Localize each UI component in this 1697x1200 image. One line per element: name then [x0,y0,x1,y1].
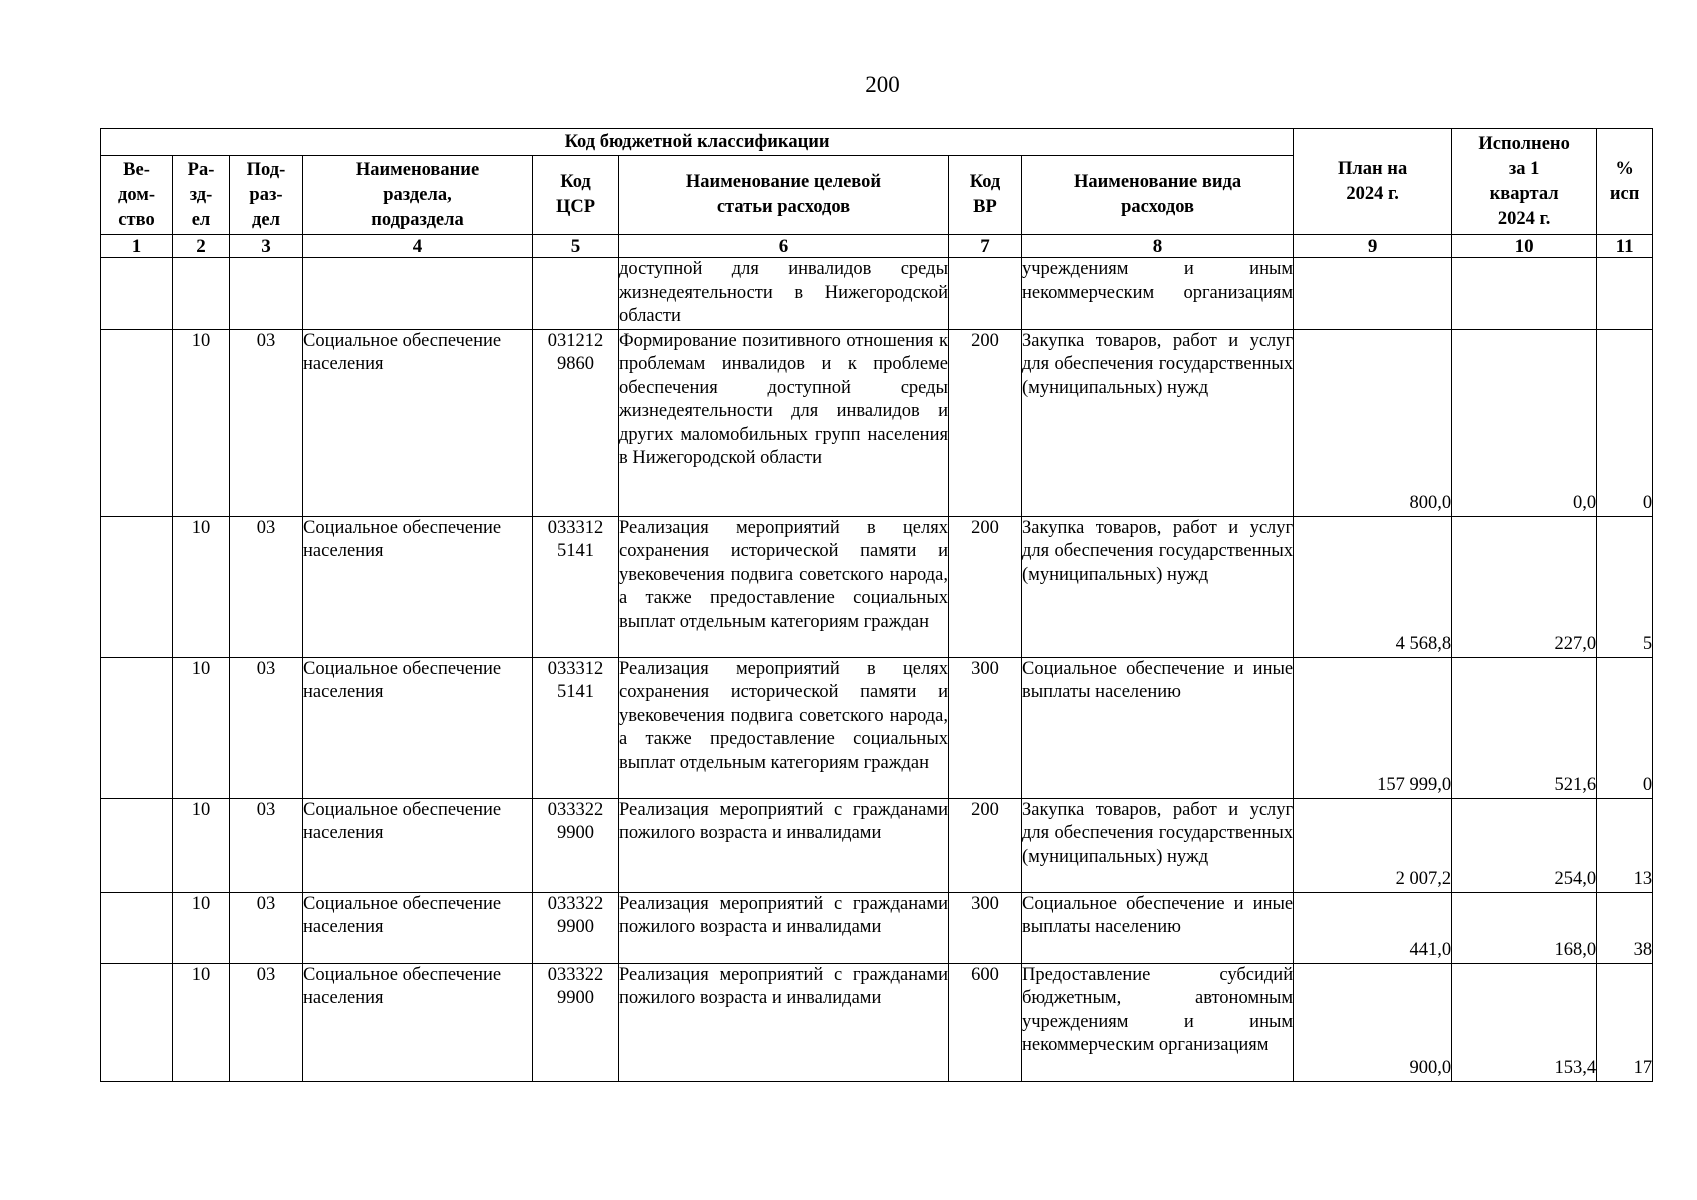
cell-plan: 800,0 [1294,329,1452,516]
col-number: 7 [949,235,1022,258]
cell-percent: 0 [1597,657,1653,798]
col-header-section-name: Наименование раздела, подраздела [303,156,533,235]
cell-razdel: 10 [173,798,230,892]
col-number: 2 [173,235,230,258]
cell-vr [949,258,1022,330]
col-number: 11 [1597,235,1653,258]
cell-podrazdel: 03 [230,329,303,516]
col-number: 8 [1022,235,1294,258]
cell-section-name: Социальное обеспечение населения [303,329,533,516]
cell-podrazdel: 03 [230,798,303,892]
cell-section-name: Социальное обеспечение населения [303,892,533,963]
cell-vr: 300 [949,657,1022,798]
cell-target-name: доступной для инвалидов среды жизнедеятельности в Нижегородской области [619,258,949,330]
cell-plan [1294,258,1452,330]
col-number: 3 [230,235,303,258]
cell-podrazdel: 03 [230,892,303,963]
col-number: 5 [533,235,619,258]
cell-csr [533,258,619,330]
cell-razdel [173,258,230,330]
cell-plan: 900,0 [1294,963,1452,1081]
col-header-vedomstvo: Ве- дом- ство [101,156,173,235]
cell-executed: 254,0 [1452,798,1597,892]
cell-executed: 521,6 [1452,657,1597,798]
cell-plan: 4 568,8 [1294,516,1452,657]
cell-section-name: Социальное обеспечение населения [303,963,533,1081]
cell-executed: 0,0 [1452,329,1597,516]
cell-expense-type: учреждениям и иным некоммерческим организациям [1022,258,1294,330]
col-header-csr: Код ЦСР [533,156,619,235]
cell-target-name: Реализация мероприятий в целях сохранения исторической памяти и увековечения подвига советского народа, а также предоставление социальных выплат отдельным категориям граждан [619,516,949,657]
cell-plan: 441,0 [1294,892,1452,963]
cell-vedomstvo [101,329,173,516]
col-header-percent: % исп [1597,129,1653,235]
cell-podrazdel [230,258,303,330]
cell-section-name [303,258,533,330]
col-header-vr: Код ВР [949,156,1022,235]
cell-expense-type: Закупка товаров, работ и услуг для обеспечения государственных (муниципальных) нужд [1022,516,1294,657]
cell-razdel: 10 [173,963,230,1081]
cell-vedomstvo [101,516,173,657]
col-header-target-name: Наименование целевой статьи расходов [619,156,949,235]
cell-vr: 200 [949,516,1022,657]
cell-expense-type: Закупка товаров, работ и услуг для обеспечения государственных (муниципальных) нужд [1022,329,1294,516]
cell-section-name: Социальное обеспечение населения [303,798,533,892]
cell-vr: 300 [949,892,1022,963]
col-header-executed: Исполнено за 1 квартал 2024 г. [1452,129,1597,235]
cell-razdel: 10 [173,657,230,798]
col-number: 6 [619,235,949,258]
cell-percent: 38 [1597,892,1653,963]
cell-plan: 2 007,2 [1294,798,1452,892]
cell-target-name: Реализация мероприятий в целях сохранения исторической памяти и увековечения подвига советского народа, а также предоставление социальных выплат отдельным категориям граждан [619,657,949,798]
cell-vr: 600 [949,963,1022,1081]
cell-vr: 200 [949,329,1022,516]
cell-executed: 227,0 [1452,516,1597,657]
cell-percent: 17 [1597,963,1653,1081]
cell-target-name: Реализация мероприятий с гражданами пожилого возраста и инвалидами [619,798,949,892]
col-header-expense-type: Наименование вида расходов [1022,156,1294,235]
cell-csr: 033312 5141 [533,516,619,657]
cell-razdel: 10 [173,516,230,657]
cell-percent [1597,258,1653,330]
cell-expense-type: Предоставление субсидий бюджетным, автономным учреждениям и иным некоммерческим организациям [1022,963,1294,1081]
col-number: 1 [101,235,173,258]
cell-vr: 200 [949,798,1022,892]
cell-vedomstvo [101,892,173,963]
col-number: 4 [303,235,533,258]
cell-podrazdel: 03 [230,963,303,1081]
col-header-podrazdel: Под- раз- дел [230,156,303,235]
cell-executed: 168,0 [1452,892,1597,963]
cell-executed [1452,258,1597,330]
col-header-razdel: Ра- зд- ел [173,156,230,235]
table-row [101,329,1653,516]
table-row [101,963,1653,1081]
cell-plan: 157 999,0 [1294,657,1452,798]
cell-vedomstvo [101,963,173,1081]
cell-csr: 033312 5141 [533,657,619,798]
cell-target-name: Формирование позитивного отношения к проблемам инвалидов и к проблеме обеспечения доступной среды жизнедеятельности для инвалидов и других маломобильных групп населения в Нижегородской области [619,329,949,516]
cell-section-name: Социальное обеспечение населения [303,657,533,798]
cell-podrazdel: 03 [230,657,303,798]
cell-executed: 153,4 [1452,963,1597,1081]
cell-expense-type: Закупка товаров, работ и услуг для обеспечения государственных (муниципальных) нужд [1022,798,1294,892]
cell-csr: 033322 9900 [533,892,619,963]
table-row [101,258,1653,330]
budget-classification-header: Код бюджетной классификации [101,129,1294,156]
cell-csr: 033322 9900 [533,798,619,892]
cell-percent: 13 [1597,798,1653,892]
cell-target-name: Реализация мероприятий с гражданами пожилого возраста и инвалидами [619,892,949,963]
col-number: 10 [1452,235,1597,258]
cell-vedomstvo [101,258,173,330]
col-header-plan: План на 2024 г. [1294,129,1452,235]
cell-csr: 031212 9860 [533,329,619,516]
cell-csr: 033322 9900 [533,963,619,1081]
cell-razdel: 10 [173,329,230,516]
cell-vedomstvo [101,657,173,798]
cell-expense-type: Социальное обеспечение и иные выплаты населению [1022,892,1294,963]
cell-percent: 5 [1597,516,1653,657]
cell-razdel: 10 [173,892,230,963]
cell-expense-type: Социальное обеспечение и иные выплаты населению [1022,657,1294,798]
cell-percent: 0 [1597,329,1653,516]
cell-podrazdel: 03 [230,516,303,657]
cell-target-name: Реализация мероприятий с гражданами пожилого возраста и инвалидами [619,963,949,1081]
table-row [101,798,1653,892]
table-row [101,657,1653,798]
table-row [101,892,1653,963]
col-number: 9 [1294,235,1452,258]
budget-table [100,128,1653,1082]
cell-section-name: Социальное обеспечение населения [303,516,533,657]
page-number: 200 [865,72,900,97]
cell-vedomstvo [101,798,173,892]
table-row [101,516,1653,657]
